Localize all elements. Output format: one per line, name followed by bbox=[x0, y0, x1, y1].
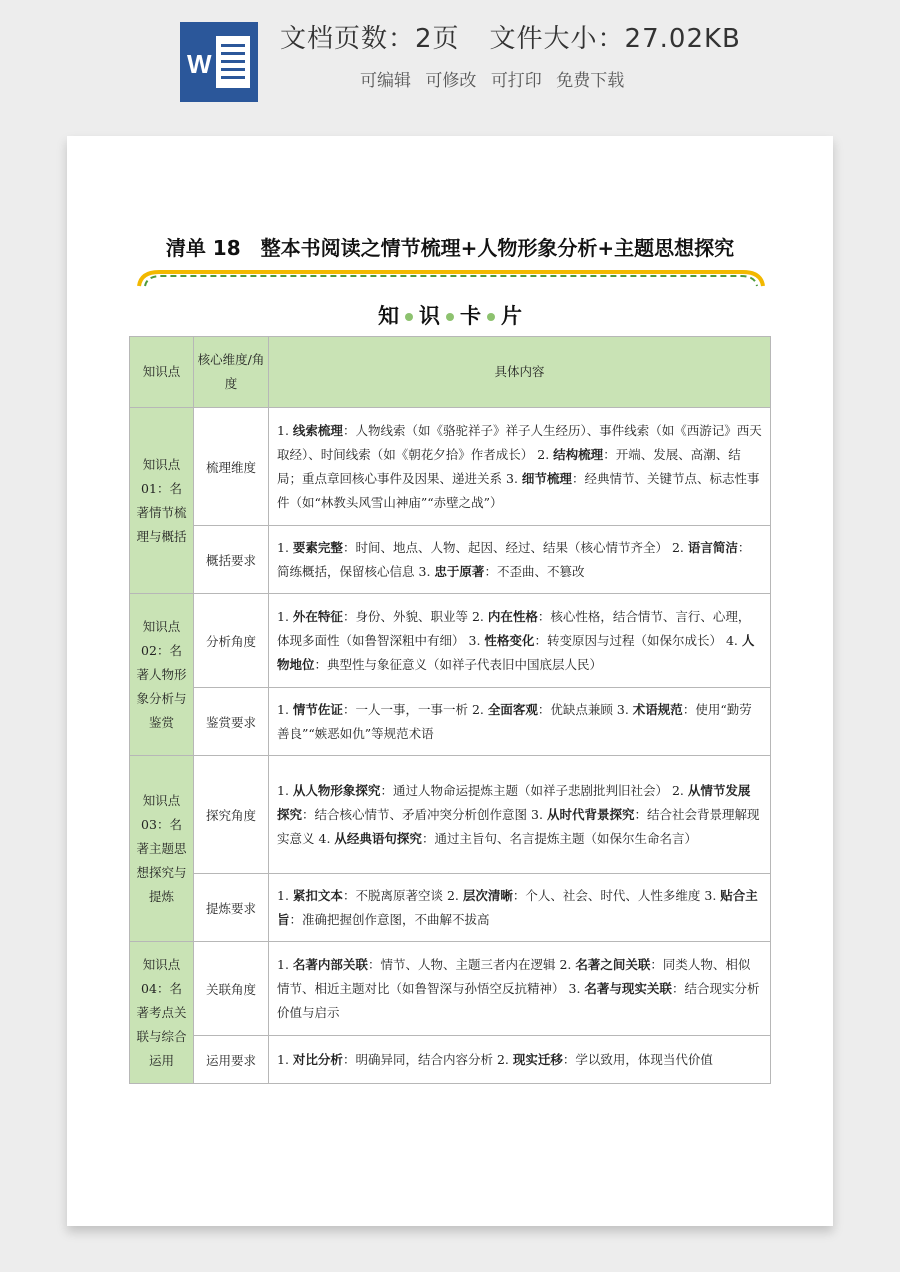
item-term: 术语规范 bbox=[632, 701, 683, 717]
item-term: 结构梳理 bbox=[553, 446, 604, 462]
table-row bbox=[130, 688, 771, 756]
item-term: 人物地位 bbox=[277, 632, 755, 672]
item-term: 全面客观 bbox=[487, 701, 538, 717]
content-cell bbox=[269, 688, 771, 756]
item-number: 4. bbox=[318, 830, 331, 846]
item-number: 2. bbox=[496, 1051, 509, 1067]
content-cell bbox=[269, 526, 771, 594]
feature-printable: 可打印 bbox=[490, 71, 542, 91]
card-title-char: 卡 bbox=[460, 304, 481, 328]
item-text: ：简练概括，保留核心信息 bbox=[277, 539, 751, 579]
item-number: 3. bbox=[704, 887, 717, 903]
item-number: 1. bbox=[277, 1051, 289, 1067]
item-number: 1. bbox=[277, 422, 289, 438]
feature-list bbox=[360, 66, 633, 91]
content-cell bbox=[269, 942, 771, 1036]
dot-icon bbox=[446, 313, 454, 321]
feature-free-download: 免费下载 bbox=[556, 71, 625, 91]
content-cell bbox=[269, 874, 771, 942]
dot-icon bbox=[487, 313, 495, 321]
header-dimension: 核心维度/角度 bbox=[194, 337, 269, 408]
table-row bbox=[130, 526, 771, 594]
item-number: 4. bbox=[725, 632, 738, 648]
item-text: ：身份、外貌、职业等 bbox=[342, 608, 468, 624]
svg-text:W: W bbox=[187, 49, 212, 79]
item-text: ：结合社会背景理解现实意义 bbox=[277, 806, 760, 846]
item-text: ：学以致用，体现当代价值 bbox=[562, 1051, 713, 1067]
dimension-cell: 鉴赏要求 bbox=[194, 688, 269, 756]
item-term: 情节佐证 bbox=[292, 701, 343, 717]
item-term: 从经典语句探究 bbox=[334, 830, 422, 846]
item-term: 从情节发展探究 bbox=[277, 782, 751, 822]
item-term: 语言简洁 bbox=[687, 539, 738, 555]
knowledge-table bbox=[129, 336, 771, 1084]
knowledge-point-cell: 知识点01：名著情节梳理与概括 bbox=[130, 408, 194, 594]
item-number: 2. bbox=[446, 887, 459, 903]
item-term: 层次清晰 bbox=[462, 887, 513, 903]
page-count: 文档页数：2页 bbox=[280, 24, 460, 54]
item-text: ：人物线索（如《骆驼祥子》祥子人生经历）、事件线索（如《西游记》西天取经）、时间线索（如《朝花夕拾》作者成长） bbox=[277, 422, 762, 462]
card-title-char: 知 bbox=[378, 304, 399, 328]
feature-editable: 可编辑 bbox=[360, 71, 411, 91]
dimension-cell: 运用要求 bbox=[194, 1036, 269, 1084]
knowledge-point-cell: 知识点02：名著人物形象分析与鉴赏 bbox=[130, 594, 194, 756]
item-term: 线索梳理 bbox=[292, 422, 343, 438]
item-number: 3. bbox=[418, 563, 431, 579]
knowledge-point-cell: 知识点04：名著考点关联与综合运用 bbox=[130, 942, 194, 1084]
item-term: 名著与现实关联 bbox=[584, 980, 672, 996]
item-text: ：结合核心情节、矛盾冲突分析创作意图 bbox=[302, 806, 528, 822]
item-number: 2. bbox=[559, 956, 572, 972]
header-content: 具体内容 bbox=[269, 337, 771, 408]
item-term: 忠于原著 bbox=[434, 563, 485, 579]
item-term: 性格变化 bbox=[484, 632, 535, 648]
item-term: 细节梳理 bbox=[521, 470, 572, 486]
card-title-char: 识 bbox=[419, 304, 440, 328]
table-body bbox=[130, 408, 771, 1084]
item-term: 紧扣文本 bbox=[292, 887, 343, 903]
item-term: 名著内部关联 bbox=[292, 956, 368, 972]
item-number: 1. bbox=[277, 608, 289, 624]
feature-modifiable: 可修改 bbox=[425, 71, 477, 91]
table-row bbox=[130, 874, 771, 942]
item-term: 外在特征 bbox=[292, 608, 343, 624]
item-text: ：个人、社会、时代、人性多维度 bbox=[512, 887, 701, 903]
item-text: ：经典情节、关键节点、标志性事件（如“林教头风雪山神庙”“赤壁之战”） bbox=[277, 470, 760, 510]
item-number: 1. bbox=[277, 701, 289, 717]
item-number: 2. bbox=[471, 701, 484, 717]
item-number: 1. bbox=[277, 539, 289, 555]
item-text: ：结合现实分析价值与启示 bbox=[277, 980, 760, 1020]
item-number: 2. bbox=[537, 446, 550, 462]
item-text: ：通过主旨句、名言提炼主题（如保尔生命名言） bbox=[421, 830, 697, 846]
dimension-cell: 梳理维度 bbox=[194, 408, 269, 526]
content-cell bbox=[269, 594, 771, 688]
dimension-cell: 分析角度 bbox=[194, 594, 269, 688]
dimension-cell: 关联角度 bbox=[194, 942, 269, 1036]
item-text: ：情节、人物、主题三者内在逻辑 bbox=[367, 956, 556, 972]
item-text: ：不歪曲、不篡改 bbox=[484, 563, 585, 579]
table-row bbox=[130, 408, 771, 526]
file-size: 文件大小：27.02KB bbox=[489, 24, 741, 54]
item-text: ：核心性格，结合情节、言行、心理，体现多面性（如鲁智深粗中有细） bbox=[277, 608, 751, 648]
item-term: 从时代背景探究 bbox=[546, 806, 635, 822]
item-term: 名著之间关联 bbox=[575, 956, 651, 972]
item-text: ：优缺点兼顾 bbox=[537, 701, 613, 717]
document-page bbox=[67, 136, 833, 1226]
item-number: 3. bbox=[506, 470, 518, 486]
header-point: 知识点 bbox=[130, 337, 194, 408]
item-text: ：通过人物命运提炼主题（如祥子悲剧批判旧社会） bbox=[380, 782, 668, 798]
item-number: 3. bbox=[616, 701, 629, 717]
item-number: 3. bbox=[468, 632, 481, 648]
decorative-divider bbox=[137, 266, 765, 290]
table-row bbox=[130, 942, 771, 1036]
content-cell bbox=[269, 408, 771, 526]
item-term: 对比分析 bbox=[292, 1051, 343, 1067]
item-text: ：准确把握创作意图，不曲解不拔高 bbox=[289, 911, 490, 927]
dimension-cell: 探究角度 bbox=[194, 756, 269, 874]
dimension-cell: 概括要求 bbox=[194, 526, 269, 594]
dimension-cell: 提炼要求 bbox=[194, 874, 269, 942]
item-number: 3. bbox=[531, 806, 543, 822]
item-number: 1. bbox=[277, 887, 289, 903]
item-text: ：明确异同，结合内容分析 bbox=[342, 1051, 493, 1067]
item-text: ：使用“勤劳善良”“嫉恶如仇”等规范术语 bbox=[277, 701, 752, 741]
item-text: ：一人一事，一事一析 bbox=[342, 701, 468, 717]
item-number: 1. bbox=[277, 956, 289, 972]
item-number: 1. bbox=[277, 782, 289, 798]
item-number: 2. bbox=[671, 539, 684, 555]
item-text: ：同类人物、相似情节、相近主题对比（如鲁智深与孙悟空反抗精神） bbox=[277, 956, 751, 996]
item-number: 3. bbox=[568, 980, 581, 996]
content-cell bbox=[269, 756, 771, 874]
table-row bbox=[130, 1036, 771, 1084]
table-row bbox=[130, 756, 771, 874]
item-text: ：不脱离原著空谈 bbox=[342, 887, 443, 903]
word-document-icon bbox=[180, 22, 258, 102]
item-term: 要素完整 bbox=[292, 539, 343, 555]
document-title: 清单 18 整本书阅读之情节梳理+人物形象分析+主题思想探究 bbox=[165, 236, 735, 260]
knowledge-point-cell: 知识点03：名著主题思想探究与提炼 bbox=[130, 756, 194, 942]
item-number: 2. bbox=[471, 608, 484, 624]
table-header-row bbox=[130, 337, 771, 408]
card-title-char: 片 bbox=[501, 304, 522, 328]
item-term: 从人物形象探究 bbox=[292, 782, 381, 798]
top-banner bbox=[0, 0, 900, 118]
file-info bbox=[280, 18, 771, 55]
card-title bbox=[67, 300, 833, 330]
table-row bbox=[130, 594, 771, 688]
item-text: ：开端、发展、高潮、结局；重点章回核心事件及因果、递进关系 bbox=[277, 446, 741, 486]
dot-icon bbox=[405, 313, 413, 321]
item-text: ：时间、地点、人物、起因、经过、结果（核心情节齐全） bbox=[342, 539, 668, 555]
item-term: 贴合主旨 bbox=[277, 887, 758, 927]
item-number: 2. bbox=[671, 782, 684, 798]
item-text: ：转变原因与过程（如保尔成长） bbox=[534, 632, 722, 648]
item-term: 现实迁移 bbox=[512, 1051, 563, 1067]
item-text: ：典型性与象征意义（如祥子代表旧中国底层人民） bbox=[314, 656, 603, 672]
content-cell bbox=[269, 1036, 771, 1084]
item-term: 内在性格 bbox=[487, 608, 538, 624]
